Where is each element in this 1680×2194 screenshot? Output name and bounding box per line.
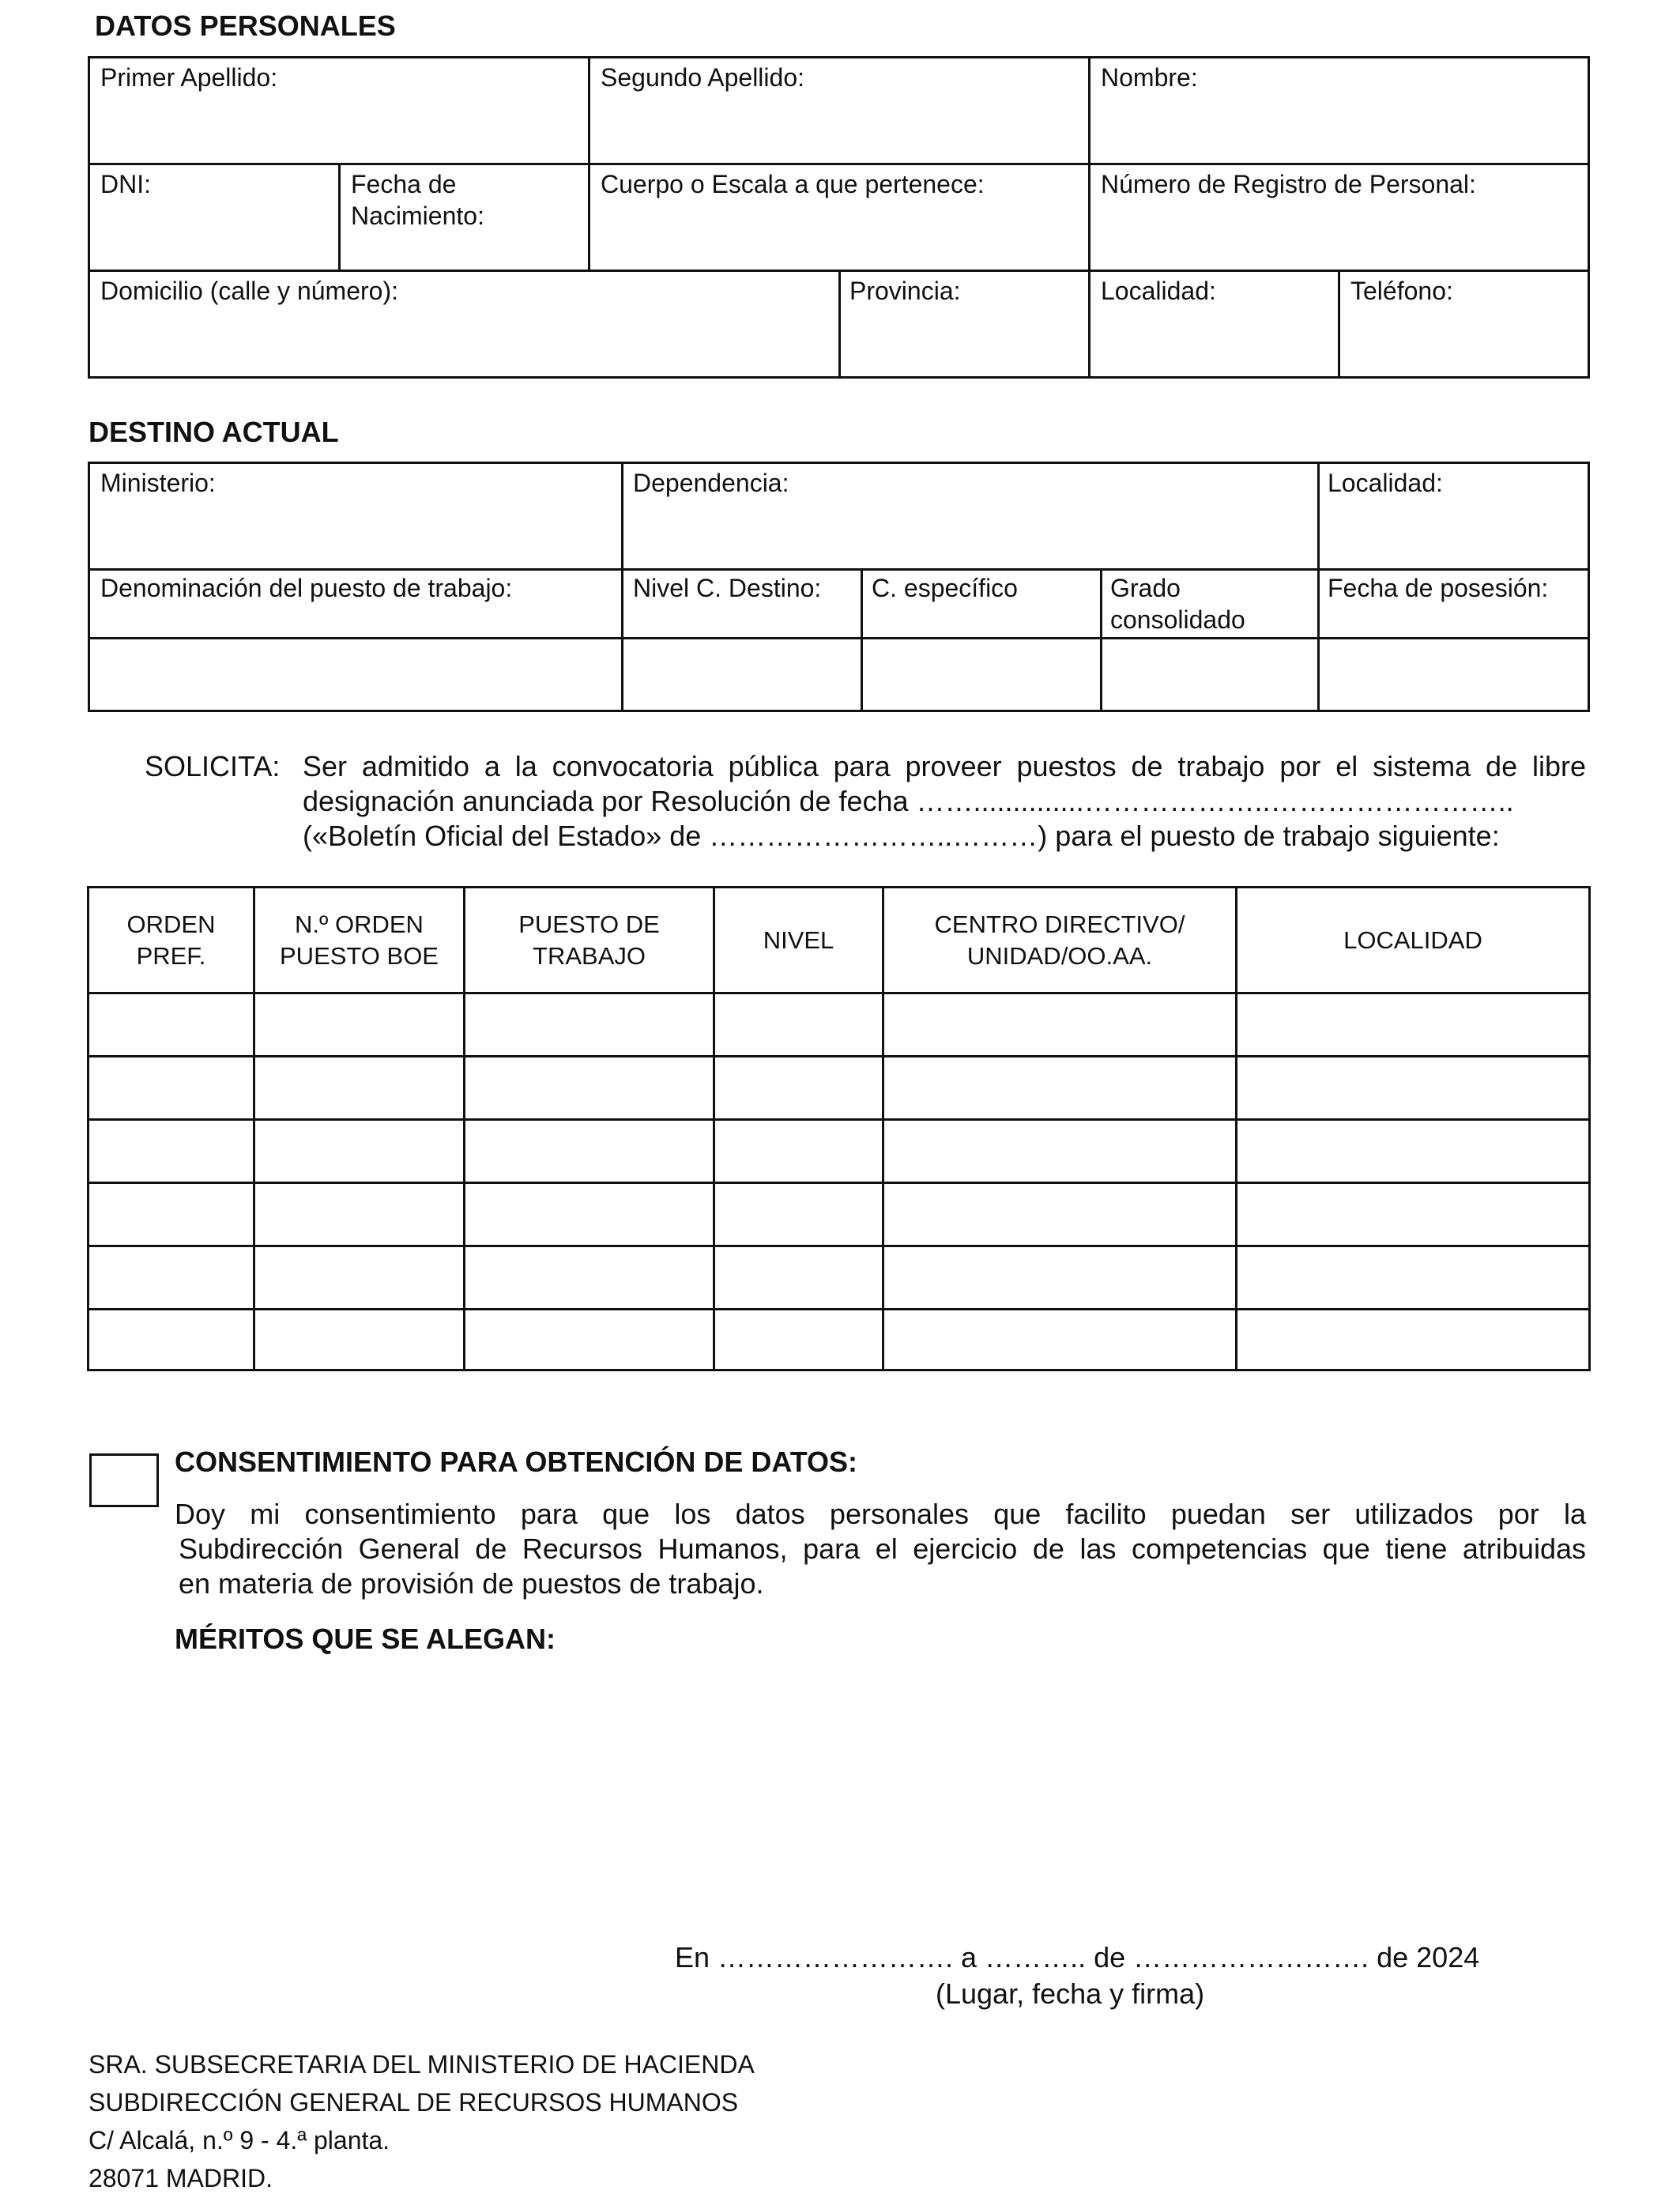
primer-apellido-field[interactable] (90, 58, 588, 163)
table-cell[interactable] (465, 1184, 713, 1245)
table-cell[interactable] (255, 1057, 463, 1118)
table-cell[interactable] (884, 1121, 1235, 1182)
cuerpo-escala-label: Cuerpo o Escala a que pertenece: (601, 170, 985, 198)
meritos-heading: MÉRITOS QUE SE ALEGAN: (175, 1623, 556, 1655)
c-especifico-label: C. específico (872, 574, 1018, 602)
destinatario-line-3: C/ Alcalá, n.º 9 - 4.ª planta. (89, 2126, 390, 2154)
consentimiento-line-1: Doy mi consentimiento para que los datos personales que facilito puedan ser utilizados por la (175, 1498, 1586, 1530)
header-orden-puesto-boe: N.º ORDEN PUESTO BOE (280, 910, 439, 970)
consentimiento-line-2: Subdirección General de Recursos Humanos, para el ejercicio de las competencias que tiene atribuidas (179, 1532, 1586, 1565)
table-cell[interactable] (884, 994, 1235, 1055)
nivel-c-destino-label: Nivel C. Destino: (633, 574, 822, 602)
table-cell[interactable] (89, 994, 253, 1055)
table-cell[interactable] (465, 994, 713, 1055)
denominacion-label: Denominación del puesto de trabajo: (100, 574, 513, 602)
provincia-field[interactable] (841, 272, 1088, 376)
consentimiento-line-3: en materia de provisión de puestos de trabajo. (179, 1567, 764, 1600)
primer-apellido-label: Primer Apellido: (100, 63, 278, 92)
header-puesto-trabajo: PUESTO DE TRABAJO (518, 910, 660, 970)
fecha-nacimiento-label: Fecha de Nacimiento: (351, 170, 484, 230)
destinatario-line-1: SRA. SUBSECRETARIA DEL MINISTERIO DE HACIENDA (89, 2050, 755, 2079)
table-cell[interactable] (465, 1310, 713, 1371)
solicita-line-2: designación anunciada por Resolución de fecha ……..............………………..…………………….. (303, 785, 1514, 817)
destinatario-line-2: SUBDIRECCIÓN GENERAL DE RECURSOS HUMANOS (89, 2088, 739, 2117)
table-cell[interactable] (1237, 1121, 1591, 1182)
fecha-nacimiento-field[interactable] (341, 165, 588, 270)
table-cell[interactable] (884, 1184, 1235, 1245)
ministerio-field[interactable] (90, 464, 621, 568)
header-orden-pref: ORDEN PREF. (126, 910, 216, 970)
table-cell[interactable] (1237, 1310, 1591, 1371)
nombre-field[interactable] (1090, 58, 1588, 163)
table-cell[interactable] (465, 1057, 713, 1118)
table-cell[interactable] (1237, 1057, 1591, 1118)
solicita-line-1: Ser admitido a la convocatoria pública para proveer puestos de trabajo por el sistema de libre (303, 750, 1586, 782)
denominacion-input[interactable] (90, 639, 621, 710)
header-localidad: LOCALIDAD (1343, 926, 1482, 954)
table-cell[interactable] (465, 1121, 713, 1182)
cuerpo-escala-field[interactable] (590, 165, 1088, 270)
table-cell[interactable] (255, 1121, 463, 1182)
datos-personales-heading: DATOS PERSONALES (95, 9, 396, 42)
ministerio-label: Ministerio: (100, 469, 216, 497)
table-cell[interactable] (715, 1310, 882, 1371)
grado-consolidado-label: Grado consolidado (1110, 574, 1245, 634)
dependencia-field[interactable] (623, 464, 1317, 568)
table-cell[interactable] (715, 1057, 882, 1118)
header-nivel: NIVEL (763, 926, 834, 954)
domicilio-label: Domicilio (calle y número): (100, 277, 398, 305)
localidad-personal-field[interactable] (1090, 272, 1338, 376)
table-cell[interactable] (884, 1310, 1235, 1371)
table-cell[interactable] (255, 1184, 463, 1245)
fecha-posesion-label: Fecha de posesión: (1328, 574, 1549, 602)
table-cell[interactable] (255, 1247, 463, 1308)
localidad-personal-label: Localidad: (1101, 277, 1216, 305)
dni-field[interactable] (90, 165, 338, 270)
provincia-label: Provincia: (849, 277, 961, 305)
grado-consolidado-input[interactable] (1102, 639, 1317, 710)
table-cell[interactable] (89, 1057, 253, 1118)
consentimiento-heading: CONSENTIMIENTO PARA OBTENCIÓN DE DATOS: (175, 1446, 858, 1478)
c-especifico-input[interactable] (863, 639, 1100, 710)
table-cell[interactable] (884, 1057, 1235, 1118)
table-cell[interactable] (255, 1310, 463, 1371)
nivel-c-destino-input[interactable] (623, 639, 861, 710)
table-cell[interactable] (884, 1247, 1235, 1308)
meritos-area[interactable] (175, 1668, 1586, 1921)
solicita-line-3: («Boletín Oficial del Estado» de ……………………..………) para el puesto de trabajo siguiente: (303, 820, 1500, 852)
table-cell[interactable] (1237, 994, 1591, 1055)
table-cell[interactable] (89, 1247, 253, 1308)
localidad-destino-label: Localidad: (1328, 469, 1443, 497)
solicita-label: SOLICITA: (145, 750, 281, 782)
nombre-label: Nombre: (1101, 63, 1198, 92)
segundo-apellido-field[interactable] (590, 58, 1088, 163)
table-cell[interactable] (715, 994, 882, 1055)
fecha-posesion-input[interactable] (1320, 639, 1588, 710)
table-cell[interactable] (255, 994, 463, 1055)
table-cell[interactable] (89, 1121, 253, 1182)
header-centro-directivo: CENTRO DIRECTIVO/ UNIDAD/OO.AA. (934, 910, 1185, 970)
table-cell[interactable] (1237, 1184, 1591, 1245)
localidad-destino-field[interactable] (1320, 464, 1588, 568)
telefono-label: Teléfono: (1350, 277, 1453, 305)
destino-actual-heading: DESTINO ACTUAL (89, 416, 339, 448)
table-cell[interactable] (89, 1184, 253, 1245)
table-cell[interactable] (715, 1121, 882, 1182)
destinatario-line-4: 28071 MADRID. (89, 2164, 273, 2192)
consent-checkbox[interactable] (89, 1453, 159, 1507)
table-cell[interactable] (1237, 1247, 1591, 1308)
segundo-apellido-label: Segundo Apellido: (601, 63, 804, 92)
firma-line: En ……………………. a ……….. de ……………………. de 2024 (675, 1941, 1480, 1973)
dni-label: DNI: (100, 170, 151, 198)
table-cell[interactable] (715, 1184, 882, 1245)
table-cell[interactable] (715, 1247, 882, 1308)
numero-registro-field[interactable] (1090, 165, 1588, 270)
firma-caption: (Lugar, fecha y firma) (936, 1977, 1205, 2010)
dependencia-label: Dependencia: (633, 469, 789, 497)
telefono-field[interactable] (1340, 272, 1588, 376)
domicilio-field[interactable] (90, 272, 838, 376)
table-cell[interactable] (465, 1247, 713, 1308)
table-cell[interactable] (89, 1310, 253, 1371)
numero-registro-label: Número de Registro de Personal: (1101, 170, 1476, 198)
